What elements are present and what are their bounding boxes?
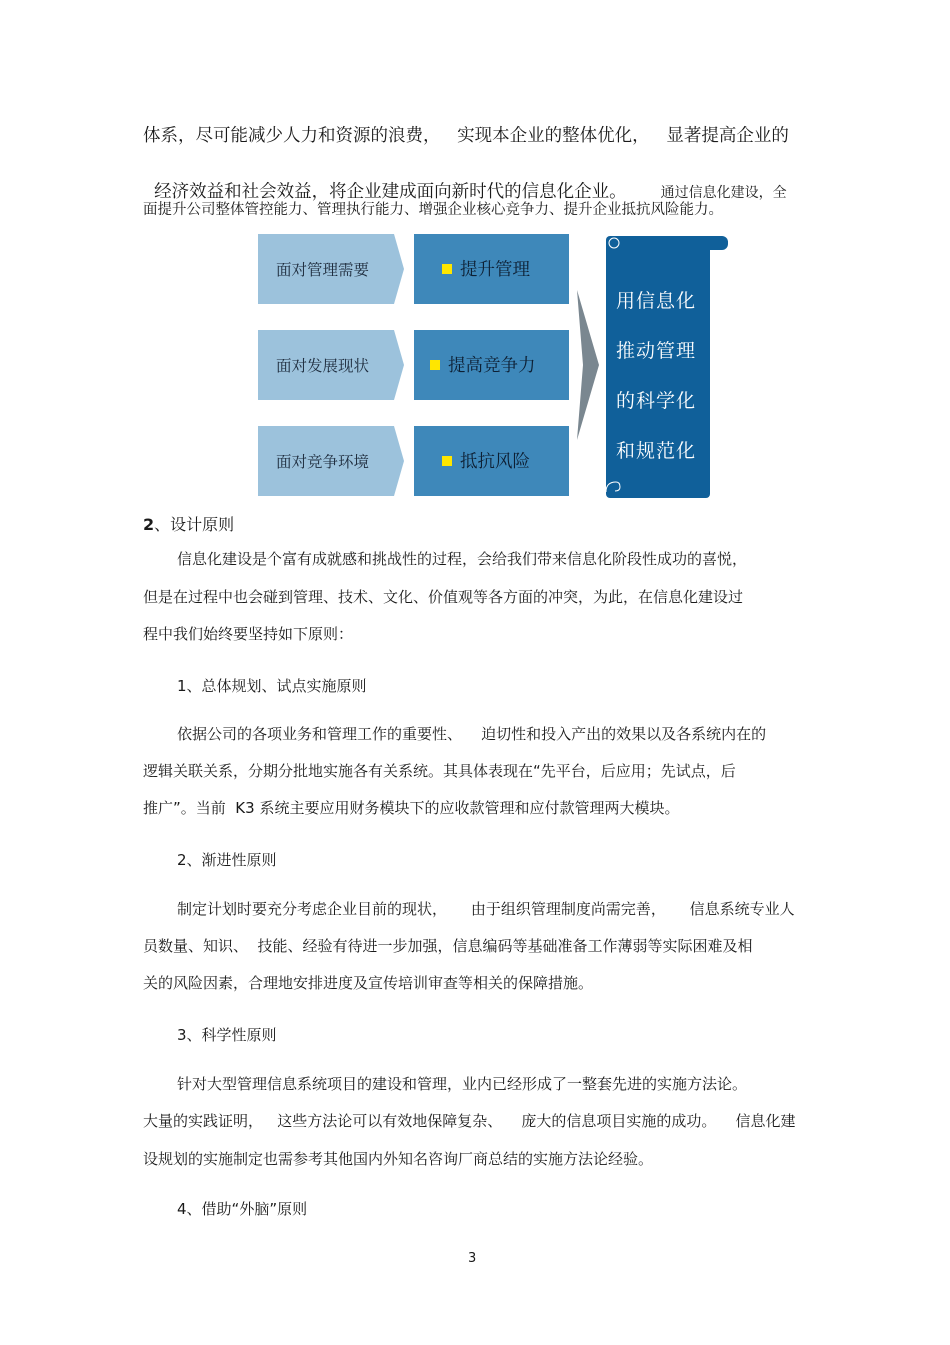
intro-line-1: 体系，尽可能减少人力和资源的浪费， 实现本企业的整体优化， 显著提高企业的: [143, 126, 789, 146]
left-box-label: 面对管理需要: [276, 261, 370, 279]
paragraph-line: 针对大型管理信息系统项目的建设和管理，业内已经形成了一整套先进的实施方法论。: [177, 1075, 748, 1093]
paragraph-line: 但是在过程中也会碰到管理、技术、文化、价值观等各方面的冲突，为此，在信息化建设过: [143, 588, 744, 606]
chevron-right-icon: [577, 290, 599, 440]
section-title: 、设计原则: [154, 515, 235, 534]
paragraph-line: 推广”。当前 K3 系统主要应用财务模块下的应收款管理和应付款管理两大模块。: [143, 799, 680, 817]
paragraph-line: 信息化建设是个富有成就感和挑战性的过程，会给我们带来信息化阶段性成功的喜悦，: [177, 550, 748, 568]
paragraph-line: 设规划的实施制定也需参考其他国内外知名咨询厂商总结的实施方法论经验。: [143, 1150, 654, 1168]
left-box-label: 面对发展现状: [276, 357, 370, 375]
paragraph-line: 大量的实践证明， 这些方法论可以有效地保障复杂、 庞大的信息项目实施的成功。 信息化建: [143, 1112, 796, 1130]
intro-line-3: 面提升公司整体管控能力、管理执行能力、增强企业核心竞争力、提升企业抵抗风险能力。: [143, 202, 723, 218]
paragraph-line: 制定计划时要充分考虑企业目前的现状， 由于组织管理制度尚需完善， 信息系统专业人: [177, 900, 795, 918]
bullet-square-icon: [442, 456, 452, 466]
scroll-line-2: 推动管理: [616, 340, 697, 362]
principle-heading-3: 3、科学性原则: [177, 1026, 277, 1044]
principle-heading-2: 2、渐进性原则: [177, 851, 277, 869]
paragraph-line: 依据公司的各项业务和管理工作的重要性、 迫切性和投入产出的效果以及各系统内在的: [177, 725, 767, 743]
middle-box-1: [414, 234, 569, 304]
scroll-line-4: 和规范化: [616, 440, 697, 462]
section-number: 2: [143, 515, 155, 534]
intro-line-2a: 经济效益和社会效益，将企业建成面向新时代的信息化企业。: [154, 182, 627, 202]
page-number: 3: [468, 1251, 477, 1266]
bullet-square-icon: [442, 264, 452, 274]
left-box-label: 面对竞争环境: [276, 453, 370, 471]
middle-box-3: [414, 426, 569, 496]
middle-box-label: 抵抗风险: [460, 452, 530, 472]
scroll-line-3: 的科学化: [616, 390, 697, 412]
middle-box-label: 提升管理: [460, 260, 530, 280]
paragraph-line: 程中我们始终要坚持如下原则：: [143, 625, 354, 643]
principle-heading-4: 4、借助“外脑”原则: [177, 1200, 308, 1218]
paragraph-line: 逻辑关联关系，分期分批地实施各有关系统。其具体表现在“先平台，后应用；先试点，后: [143, 762, 736, 780]
middle-box-label: 提高竞争力: [448, 356, 536, 376]
left-box-1: [258, 234, 404, 304]
principle-heading-1: 1、总体规划、试点实施原则: [177, 677, 367, 695]
bullet-square-icon: [430, 360, 440, 370]
intro-line-2: [143, 162, 787, 203]
intro-line-2b: 通过信息化建设，全: [660, 185, 787, 201]
paragraph-line: 员数量、知识、 技能、经验有待进一步加强，信息编码等基础准备工作薄弱等实际困难及相: [143, 937, 753, 955]
section-heading: [143, 515, 234, 535]
left-box-2: [258, 330, 404, 400]
paragraph-line: 关的风险因素，合理地安排进度及宣传培训审查等相关的保障措施。: [143, 974, 594, 992]
middle-box-2: [414, 330, 569, 400]
left-box-3: [258, 426, 404, 496]
strategy-diagram: [258, 230, 732, 502]
scroll-line-1: 用信息化: [616, 290, 697, 312]
